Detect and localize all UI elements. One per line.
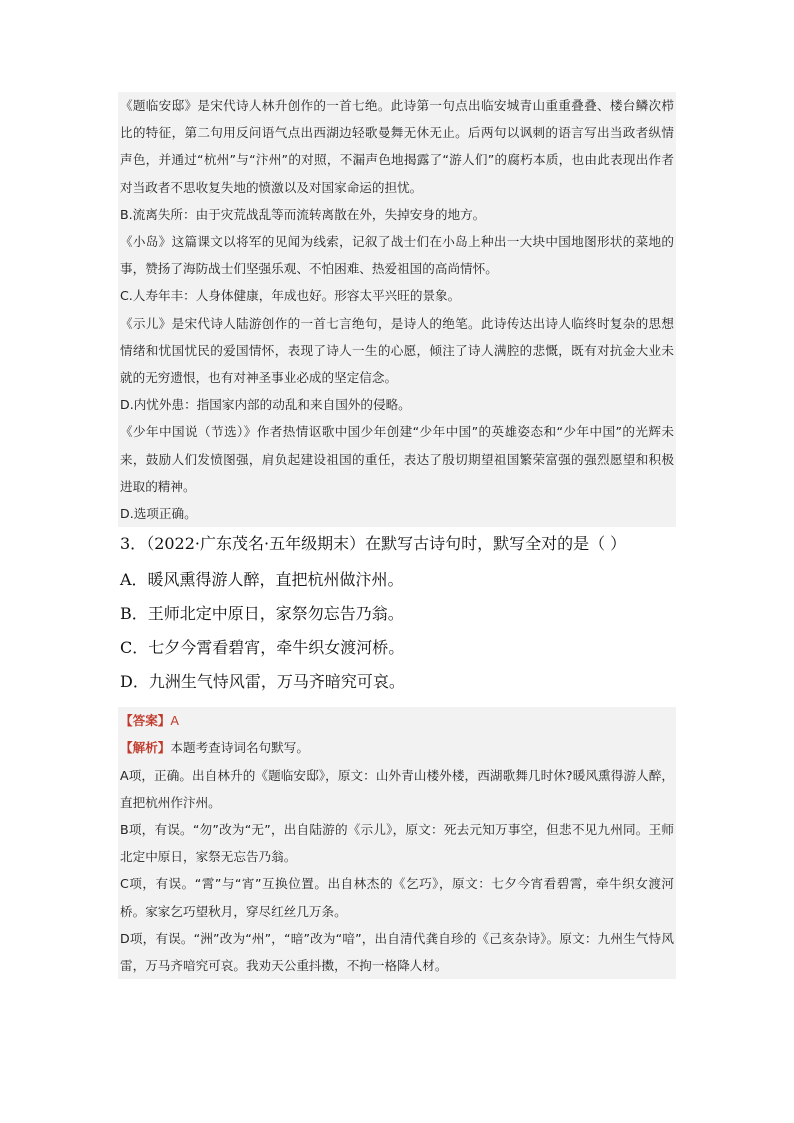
analysis-intro: 本题考查诗词名句默写。 bbox=[170, 740, 309, 756]
option-b: B．王师北定中原日，家祭勿忘告乃翁。 bbox=[120, 604, 404, 624]
question-number: 3． bbox=[120, 534, 147, 554]
document-page bbox=[118, 92, 676, 979]
question-text: （2022·广东茂名·五年级期末）在默写古诗句时，默写全对的是（ ） bbox=[146, 534, 627, 554]
options-list bbox=[118, 563, 676, 699]
analysis-label: 【解析】 bbox=[120, 740, 171, 756]
paragraph: 《示儿》是宋代诗人陆游创作的一首七言绝句，是诗人的绝笔。此诗传达出诗人临终时复杂的思想情绪和忧国忧民的爱国情怀，表现了诗人一生的心愿，倾注了诗人满腔的悲慨，既有对抗金大业未就的无穷遗恨，也有对神圣事业必成的坚定信念。 bbox=[120, 315, 674, 386]
paragraph: D.内忧外患：指国家内部的动乱和来自国外的侵略。 bbox=[120, 397, 411, 413]
analysis-line bbox=[120, 734, 674, 761]
answer-line bbox=[120, 707, 674, 734]
paragraph: 《题临安邸》是宋代诗人林升创作的一首七绝。此诗第一句点出临安城青山重重叠叠、楼台鳞次栉比的特征，第二句用反问语气点出西湖边轻歌曼舞无休无止。后两句以讽刺的语言写出当政者纵情声色，并通过“杭州”与“汴州”的对照，不漏声色地揭露了“游人们”的腐朽本质，也由此表现出作者对当政者不思收复失地的愤激以及对国家命运的担忧。 bbox=[120, 98, 674, 195]
paragraph: C.人寿年丰：人身体健康，年成也好。形容太平兴旺的景象。 bbox=[120, 288, 461, 304]
paragraph: D.选项正确。 bbox=[120, 506, 197, 522]
paragraph: B.流离失所：由于灾荒战乱等而流转离散在外，失掉安身的地方。 bbox=[120, 206, 486, 222]
option-c: C．七夕今霄看碧宵，牵牛织女渡河桥。 bbox=[120, 638, 405, 658]
explanation-block bbox=[118, 92, 676, 527]
analysis-item: B项，有误。“勿”改为“无”，出自陆游的《示儿》，原文：死去元知万事空，但悲不见九州同。王师北定中原日，家祭无忘告乃翁。 bbox=[120, 822, 674, 865]
answer-value: A bbox=[170, 713, 179, 729]
analysis-item: C项，有误。“霄”与“宵”互换位置。出自林杰的《乞巧》，原文：七夕今宵看碧霄，牵牛织女渡河桥。家家乞巧望秋月，穿尽红丝几万条。 bbox=[120, 876, 674, 919]
answer-label: 【答案】 bbox=[120, 713, 171, 729]
option-d: D．九洲生气恃风雷，万马齐暗究可哀。 bbox=[120, 672, 405, 692]
paragraph: 《小岛》这篇课文以将军的见闻为线索，记叙了战士们在小岛上种出一大块中国地图形状的菜地的事，赞扬了海防战士们坚强乐观、不怕困难、热爱祖国的高尚情怀。 bbox=[120, 234, 674, 277]
analysis-item: D项，有误。“洲”改为“州”，“暗”改为“喑”，出自清代龚自珍的《己亥杂诗》。原文：九州生气恃风雷，万马齐喑究可哀。我劝天公重抖擞，不拘一格降人材。 bbox=[120, 930, 674, 974]
option-a: A．暖风熏得游人醉，直把杭州做汴州。 bbox=[120, 570, 404, 590]
question-3 bbox=[118, 529, 676, 559]
analysis-item: A项，正确。出自林升的《题临安邸》，原文：山外青山楼外楼，西湖歌舞几时休?暖风熏得游人醉，直把杭州作汴州。 bbox=[120, 767, 674, 810]
answer-block bbox=[118, 707, 676, 979]
paragraph: 《少年中国说（节选）》作者热情讴歌中国少年创建“少年中国”的英雄姿态和“少年中国”的光辉未来，鼓励人们发愤图强，肩负起建设祖国的重任，表达了殷切期望祖国繁荣富强的强烈愿望和积极进取的精神。 bbox=[120, 424, 674, 494]
